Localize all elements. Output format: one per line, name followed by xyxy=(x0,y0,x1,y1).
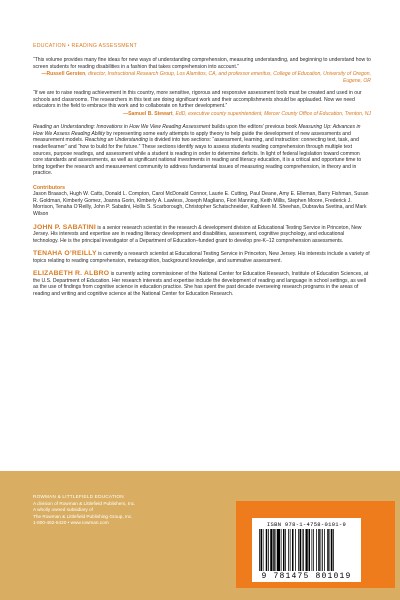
barcode-bar xyxy=(330,529,331,571)
contributors-list: Jason Braasch, Hugh W. Catts, Donald L. Compton, Carol McDonald Connor, Laurie E. Cutting, Paul Deane, Amy E. Elleman, Barry Fishman, Susan R. Goldman, Kimberly Gomez, Joanna Gorin, Kimberly A. Lawless, Joseph Magliano, Fiori Manning, Keith Millis, Stephen Moore, Frederick J. Morrison, Tenaha O’Reilly, John P. Sabatini, Hollis S. Scarborough, Christopher Schatschneider, Kathleen M. Sheehan, Dubravka Svetina, and Mark Wilson xyxy=(33,191,369,217)
barcode-bar xyxy=(309,529,311,571)
quote-attribution xyxy=(33,111,371,118)
author-bio xyxy=(33,251,371,264)
barcode-bar xyxy=(295,529,296,571)
quote-attribution xyxy=(33,71,371,84)
barcode-bar xyxy=(261,529,263,571)
description-paragraph xyxy=(33,124,371,176)
publisher-line: The Rowman & Littlefield Publishing Group, Inc. xyxy=(33,513,133,519)
author-bio xyxy=(33,271,371,297)
contributors-heading: Contributors xyxy=(33,184,66,191)
barcode-bar xyxy=(263,529,264,571)
barcode-bar xyxy=(300,529,302,571)
barcode-bar xyxy=(285,529,286,571)
cover-text xyxy=(33,57,371,297)
barcode-bar xyxy=(283,529,285,571)
publisher-line: A division of Rowman & Littlefield Publishers, Inc. xyxy=(33,500,136,506)
quote-author: —Samuel B. Stewart xyxy=(123,110,173,117)
category-label: EDUCATION • READING ASSESSMENT xyxy=(33,43,138,49)
description-text: is divided into two sections: “assessment, learning, and instruction: connecting text, task, and reader/learner” and “how to build for the future.” These sections identify ways to assess students reading comprehension through multiple text sources, purpose readings, and assessment while a student is reading in order to determine deficits. In light of federal legislation toward common core standards and assessments, as well as significant national investments in reading and literacy education, it is a critical and opportune time to bring together the research and measurement community to address fundamental issues of measuring reading comprehension, in theory and in practice. xyxy=(33,137,362,177)
barcode-bar xyxy=(324,529,325,571)
barcode-bar xyxy=(312,529,313,571)
barcode-bar xyxy=(270,529,272,571)
barcode-box xyxy=(252,518,361,582)
barcode-bar xyxy=(277,529,280,571)
barcode-bar xyxy=(281,529,282,571)
author-name: JOHN P. SABATINI xyxy=(33,223,96,231)
quote-text: “This volume provides many fine ideas for new ways of understanding comprehension, measuring understanding, and beginning to understand how to screen students for reading disabilities in a fashion that takes comprehension into account.” xyxy=(33,57,371,70)
barcode-bar xyxy=(290,529,291,571)
barcode-bar xyxy=(331,529,333,571)
barcode-bar xyxy=(298,529,299,571)
quote-author: —Russell Gersten xyxy=(41,71,86,78)
barcode-bar xyxy=(333,529,334,571)
barcode-bar xyxy=(268,529,269,571)
bio-text: is currently acting commissioner of the National Center for Education Research, Institute of Education Sciences, at the U.S. Department of Education. Her research interests and expertise include the development of reading and language in school settings, as well as the use of findings from cognitive science in education practice. She has spent the past decade overseeing research programs in the areas of reading and writing and cognitive science at the National Center for Education Research. xyxy=(33,271,369,297)
author-name: TENAHA O’REILLY xyxy=(33,250,97,258)
barcode-bar xyxy=(302,529,303,571)
barcode-bar xyxy=(321,529,322,571)
barcode-bar xyxy=(316,529,317,571)
barcode-bar xyxy=(273,529,275,571)
barcode-bar xyxy=(322,529,323,571)
previous-book-title: Measuring Up: Advances in How We Assess Reading Ability xyxy=(33,124,361,137)
bio-text: is a senior research scientist in the research & development division at Educational Testing Service in Princeton, New Jersey. His interests and expertise are in reading literacy development and disabilities, assessment, cognitive psychology, and educational technology. He is the principal investigator of a Department of Education–funded grant to develop pre-K–12 comprehension assessments. xyxy=(33,224,362,244)
barcode-bar xyxy=(266,529,268,571)
barcode-bar xyxy=(303,529,304,571)
bio-paragraph xyxy=(33,251,371,264)
quote-affiliation: , EdD, executive county superintendent, Mercer County Office of Education, Trenton, NJ xyxy=(172,110,371,117)
book-short-title: Reaching an Understanding xyxy=(84,137,148,144)
barcode-bar xyxy=(259,529,260,571)
barcode-digits: 9 781475 801019 xyxy=(261,572,352,581)
barcode-graphic xyxy=(257,529,356,571)
publisher-info xyxy=(33,494,135,527)
endorsement-quote xyxy=(33,90,371,117)
barcode-bar xyxy=(292,529,294,571)
endorsement-quote xyxy=(33,57,371,84)
barcode-bar xyxy=(288,529,289,571)
book-title: Reading an Understanding: Innovations in How We View Reading Assessment xyxy=(33,124,211,131)
publisher-line: A wholly owned subsidiary of xyxy=(33,507,93,512)
contributors-section xyxy=(33,185,371,218)
description-text: by representing some early attempts to apply theory to help guide the development of new assessments and measurement models. xyxy=(33,130,351,144)
barcode-bar xyxy=(313,529,314,571)
author-bio xyxy=(33,225,371,245)
publisher-contact: 1-800-462-6420 • www.rowman.com xyxy=(33,520,109,525)
barcode-bar xyxy=(276,529,277,571)
book-description xyxy=(33,124,371,176)
publisher-name: ROWMAN & LITTLEFIELD EDUCATION xyxy=(33,494,124,499)
author-name: ELIZABETH R. ALBRO xyxy=(33,270,110,278)
bio-paragraph xyxy=(33,225,371,245)
isbn-label: ISBN 978-1-4758-0101-9 xyxy=(266,521,347,528)
barcode-bar xyxy=(306,529,308,571)
bio-paragraph xyxy=(33,271,371,297)
barcode-bar xyxy=(318,529,320,571)
quote-text: “If we are to raise reading achievement in this country, more sensitive, rigorous and responsive assessment tools must be created and used in our schools and classrooms. The researchers in this text are doing significant work and their accomplishments should be applauded. Now we need educators in the field to embrace this work and to collaborate on further development.” xyxy=(33,90,362,110)
quote-affiliation: , director, Instructional Research Group, Los Alamitos, CA, and professor emeritus, College of Education, University of Oregon, Eugene, OR xyxy=(85,71,371,84)
barcode-bar xyxy=(327,529,329,571)
bio-text: is currently a research scientist at Educational Testing Service in Princeton, New Jersey. His interests include a variety of topics relating to reading comprehension, metacognition, background knowledge, and summative assessment. xyxy=(33,251,370,264)
description-text: builds upon the editors’ previous book xyxy=(210,124,299,131)
